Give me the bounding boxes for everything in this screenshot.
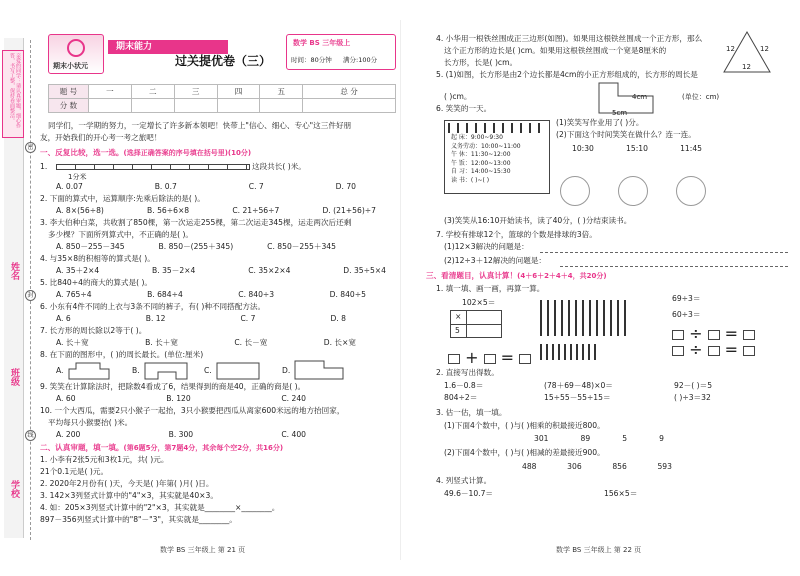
fig-label-1: 4cm — [632, 93, 648, 101]
page-divider — [400, 20, 401, 560]
score-cell: 总 分 — [303, 85, 396, 99]
option[interactable]: A. 8×(56÷8) — [56, 206, 104, 215]
r-q6-2: (2)下面这个时间笑笑在做什么？连一连。 — [556, 130, 696, 139]
score-table — [48, 84, 396, 113]
seal-circle-1: 密 — [25, 142, 36, 153]
q1-options — [56, 182, 396, 192]
option[interactable]: C. 240 — [281, 394, 306, 403]
option[interactable]: D. 70 — [335, 182, 356, 191]
score-input[interactable] — [260, 99, 303, 113]
option[interactable]: B. 684÷4 — [147, 290, 183, 299]
r-q4-line-3: 长方形，长是( )cm。 — [444, 58, 518, 67]
q8-label-d: D. — [282, 366, 291, 375]
score-cell: 五 — [260, 85, 303, 99]
q3-line-1: 3. 李大伯种白菜，共收割了850棵，第一次运走255棵，第二次运走345棵，运走两次后还剩 — [40, 218, 352, 227]
s2-q3: 3. 142×3列竖式计算中的"4"×3，其实就是40×3。 — [40, 491, 218, 500]
c1-c: 60÷3＝ — [672, 310, 701, 319]
number: 306 — [567, 462, 582, 471]
option[interactable]: B. 56÷6×8 — [147, 206, 190, 215]
fig-label-2: 5cm — [612, 109, 628, 117]
c3-2: (2)下面4个数中，( )与( )相减的差最接近900。 — [444, 448, 605, 457]
score-value-row — [49, 99, 396, 113]
q4-options — [56, 266, 386, 276]
number: 856 — [612, 462, 627, 471]
footer-left: 数学 BS 三年级上 第 21 页 — [160, 546, 246, 554]
c3: 3. 估一估，填一填。 — [436, 408, 507, 417]
shape-d — [294, 360, 344, 380]
intro-line-2: 友，开始我们的开心考一考之旅吧！ — [40, 133, 162, 142]
c2-item: ( )÷3＝32 — [674, 393, 711, 402]
option[interactable]: A. 35＋2×4 — [56, 266, 100, 275]
answer-line[interactable] — [540, 252, 788, 253]
r-q5-line-1: 5. (1)如图，长方形是由2个边长都是4cm的小正方形组成的，长方形的周长是 — [436, 70, 698, 79]
footer-right: 数学 BS 三年级上 第 22 页 — [556, 546, 642, 554]
times-row — [572, 144, 702, 154]
section-1-heading: 一、反复比较，选一选。 — [40, 148, 124, 157]
c1: 1. 填一填、画一画，再算一算。 — [436, 284, 545, 293]
equation-boxes[interactable]: + = — [448, 348, 531, 367]
schedule-item: 义务劳动：10:00~11:00 — [451, 142, 521, 150]
s2-q1b: 21个0.1元是( )元。 — [40, 467, 109, 476]
score-input[interactable] — [89, 99, 132, 113]
notes-icon — [448, 123, 546, 133]
page-title: 过关提优卷（三） — [174, 54, 271, 68]
q7-options — [56, 338, 356, 348]
option[interactable]: C. 35×2×4 — [248, 266, 291, 275]
score-input[interactable] — [174, 99, 217, 113]
section-2-title — [40, 442, 283, 453]
c2-item: 92－( )＝5 — [674, 381, 713, 390]
c1-digit: 5 — [455, 326, 460, 335]
score-cell: 二 — [131, 85, 174, 99]
number: 89 — [580, 434, 591, 443]
seal-circle-2: 封 — [25, 290, 36, 301]
full-score-label: 满分:100分 — [343, 56, 378, 64]
class-label: 班级 — [9, 368, 19, 386]
subject-label: 数学 BS 三年级上 — [293, 39, 351, 47]
q10-options — [56, 430, 306, 440]
q6-options — [56, 314, 346, 324]
time-value[interactable]: 11:45 — [680, 144, 702, 153]
c4-a: 49.6－10.7＝ — [444, 489, 494, 498]
option[interactable]: B. 12 — [145, 314, 166, 323]
number: 488 — [522, 462, 537, 471]
header-band: 期末能力 — [108, 40, 228, 54]
triangle-label-2: 12 — [760, 45, 769, 53]
r-q7-1: (1)12×3解决的问题是： — [444, 242, 529, 251]
q3-options — [56, 242, 336, 252]
fig-unit: (单位：cm) — [682, 93, 720, 101]
q5: 5. 比840÷4的商大的算式是( )。 — [40, 278, 153, 287]
option[interactable]: B. 120 — [166, 394, 191, 403]
option[interactable]: A. 0.07 — [56, 182, 83, 191]
grid-line — [450, 324, 502, 325]
q1: 1. — [40, 162, 48, 171]
kid-sleeping-icon — [676, 176, 706, 206]
q8-label-c: C. — [204, 366, 212, 375]
times-sign: × — [455, 312, 462, 321]
seal-circle-3: 线 — [25, 430, 36, 441]
s2-q1a: 1. 小李有2张5元和3枚1元，共( )元。 — [40, 455, 169, 464]
answer-line[interactable] — [560, 266, 788, 267]
option[interactable]: C. 7 — [248, 182, 264, 191]
c2-item: (78＋69－48)×0＝ — [544, 381, 613, 390]
schedule-item: 起 床：9:00~9:30 — [451, 134, 503, 141]
option[interactable]: D. 长×宽 — [323, 338, 356, 347]
option[interactable]: A. 60 — [56, 394, 76, 403]
score-input[interactable] — [303, 99, 396, 113]
option[interactable]: B. 35－2×4 — [152, 266, 196, 275]
option[interactable]: A. 200 — [56, 430, 81, 439]
name-label: 姓名 — [9, 262, 19, 280]
option[interactable]: D. 8 — [330, 314, 346, 323]
section-2-heading: 二、认真审题，填一填。 — [40, 443, 124, 452]
kid-eating-icon — [618, 176, 648, 206]
c2-item: 804÷2＝ — [444, 393, 478, 402]
time-value[interactable]: 10:30 — [572, 144, 594, 153]
q1-text: 这段共长( )米。 — [252, 162, 306, 171]
q2-options — [56, 206, 396, 216]
logo-text: 期末小状元 — [53, 62, 88, 70]
q2: 2. 下面的算式中，运算顺序:先乘后除法的是( )。 — [40, 194, 205, 203]
r-q5-line-2: ( )cm。 — [444, 92, 472, 101]
logo-ring-icon — [67, 39, 85, 57]
school-label: 学校 — [9, 480, 19, 498]
r-q6: 6. 笑笑的一天。 — [436, 104, 492, 113]
schedule-list — [451, 134, 521, 185]
section-1-title — [40, 147, 251, 158]
time-label: 时间：80分钟 — [291, 56, 332, 64]
q4: 4. 与35×8的积相等的算式是( )。 — [40, 254, 155, 263]
grid-line — [466, 310, 467, 338]
schedule-item: 午 饭：12:00~13:00 — [451, 159, 511, 167]
q9: 9. 笑笑在计算除法时，把除数4看成了6，结果得到的商是40，正确的商是( )。 — [40, 382, 306, 391]
s2-q4: 4. 如：205×3列竖式计算中的"2"×3，其实就是________×________。 — [40, 503, 280, 512]
option[interactable]: C. 400 — [281, 430, 306, 439]
option[interactable]: D. (21+56)÷7 — [322, 206, 376, 215]
q8-label-b: B. — [132, 366, 140, 375]
kid-reading-icon — [560, 176, 590, 206]
c2-item: 1.6－0.8＝ — [444, 381, 484, 390]
option[interactable]: A. 850－255－345 — [56, 242, 125, 251]
score-cell: 分 数 — [49, 99, 89, 113]
q6: 6. 小东有4件不同的上衣与3条不同的裤子，有( )种不同搭配方法。 — [40, 302, 266, 311]
score-cell: 题 号 — [49, 85, 89, 99]
schedule-box — [444, 120, 550, 194]
c1-b: 69÷3＝ — [672, 294, 701, 303]
s2-q2: 2. 2020年2月份有( )天，今天是( )年第( )月( )日。 — [40, 479, 214, 488]
score-header-row — [49, 85, 396, 99]
r-q7-2: (2)12÷3＋12解决的问题是： — [444, 256, 547, 265]
score-cell: 三 — [174, 85, 217, 99]
triangle-label-3: 12 — [742, 63, 751, 71]
q10-line-2: 平均每只小猴要抬( )米。 — [48, 418, 133, 427]
c4-b: 156×5＝ — [604, 489, 638, 498]
q8-label-a: A. — [56, 366, 64, 375]
shape-a — [68, 362, 110, 380]
section-1-note: (选择正确答案的序号填在括号里)(10分) — [123, 149, 252, 157]
s2-q5: 897－356列竖式计算中的"8"－"3"，其实就是________。 — [40, 515, 237, 524]
q1-unit: 1分米 — [68, 173, 87, 181]
option[interactable]: C. 7 — [240, 314, 256, 323]
q8: 8. 在下面的图形中，( )的周长最长。(单位:厘米) — [40, 350, 204, 359]
time-value[interactable]: 15:10 — [626, 144, 648, 153]
option[interactable]: A. 6 — [56, 314, 71, 323]
score-input[interactable] — [131, 99, 174, 113]
ruler-bar — [56, 164, 250, 170]
c3-1-numbers — [534, 434, 664, 444]
section-3-note: (4＋6＋2＋4＋4，共20分) — [517, 272, 607, 280]
c2: 2. 直接写出得数。 — [436, 368, 499, 377]
section-3-heading: 三、看清题目，认真计算！ — [426, 271, 518, 280]
section-3-title — [426, 270, 607, 281]
number: 301 — [534, 434, 549, 443]
intro-line-1: 同学们，一学期的努力，一定增长了许多新本领吧！快带上"信心、细心、专心"这三件好朋 — [48, 121, 352, 130]
score-cell: 一 — [89, 85, 132, 99]
c3-2-numbers — [522, 462, 672, 472]
notice-box: 亲爱的同学：请认真审题，细心作答，书写工整，保持卷面整洁。 — [2, 50, 24, 138]
r-q7: 7. 学校有排球12个，篮球的个数是排球的3倍。 — [436, 230, 597, 239]
r-q6-1: (1)笑笑写作业用了( )分。 — [556, 118, 644, 127]
number: 9 — [659, 434, 664, 443]
section-2-note: (第6题5分，第7题4分，其余每个空2分，共16分) — [123, 444, 284, 452]
option[interactable]: D. 35÷5×4 — [343, 266, 386, 275]
option[interactable]: A. 长＋宽 — [56, 338, 89, 347]
number: 5 — [622, 434, 628, 443]
q5-options — [56, 290, 366, 300]
option[interactable]: C. 850－255＋345 — [267, 242, 336, 251]
page-header — [48, 34, 396, 74]
q3-line-2: 多少棵？下面所列算式中，不正确的是( )。 — [48, 230, 194, 239]
score-cell: 四 — [217, 85, 260, 99]
schedule-item: 自 习：14:00~15:30 — [451, 168, 511, 175]
r-q4-line-2: 这个正方形的边长是( )cm。如果用这根铁丝围成一个宽是8厘米的 — [444, 46, 667, 55]
number: 593 — [657, 462, 672, 471]
triangle-label-1: 12 — [726, 45, 735, 53]
r-q6-3: (3)笑笑从16:10开始读书，读了40分，( )分结束读书。 — [444, 216, 632, 225]
score-input[interactable] — [217, 99, 260, 113]
schedule-item: 午 休：11:30~12:00 — [451, 151, 511, 158]
option[interactable]: B. 长＋宽 — [145, 338, 178, 347]
c1-a: 102×5＝ — [462, 298, 496, 307]
c2-item: 15÷55－55÷15＝ — [544, 393, 611, 402]
info-box — [286, 34, 396, 70]
option[interactable]: B. 300 — [168, 430, 194, 439]
r-q4-line-1: 4. 小华用一根铁丝围成正三边形(如图)。如果用这根铁丝围成一个正方形，那么 — [436, 34, 703, 43]
option[interactable]: D. 840÷5 — [329, 290, 366, 299]
q7: 7. 长方形的周长除以2等于( )。 — [40, 326, 147, 335]
schedule-item: 读 书：( )~( ) — [451, 176, 490, 184]
q9-options — [56, 394, 306, 404]
option[interactable]: B. 850－(255＋345) — [158, 242, 234, 251]
option[interactable]: C. 840÷3 — [238, 290, 275, 299]
option[interactable]: C. 21÷56÷7 — [232, 206, 280, 215]
shape-c — [216, 362, 260, 380]
option[interactable]: A. 765÷4 — [56, 290, 92, 299]
shape-b — [144, 362, 188, 380]
division-boxes-2[interactable]: ÷ = — [672, 340, 755, 359]
option[interactable]: C. 长－宽 — [234, 338, 268, 347]
division-boxes[interactable]: ÷ = — [672, 324, 755, 343]
sticks-bundle-icon — [540, 300, 630, 336]
c3-1: (1)下面4个数中，( )与( )相乘的积最接近800。 — [444, 421, 605, 430]
q10-line-1: 10. 一个大西瓜，需要2只小猴子一起抬，3只小猴要把西瓜从离家600米远的地方抬回家， — [40, 406, 345, 415]
logo — [48, 34, 104, 74]
c4: 4. 列竖式计算。 — [436, 476, 492, 485]
sticks-icon — [540, 344, 600, 360]
option[interactable]: B. 0.7 — [154, 182, 177, 191]
